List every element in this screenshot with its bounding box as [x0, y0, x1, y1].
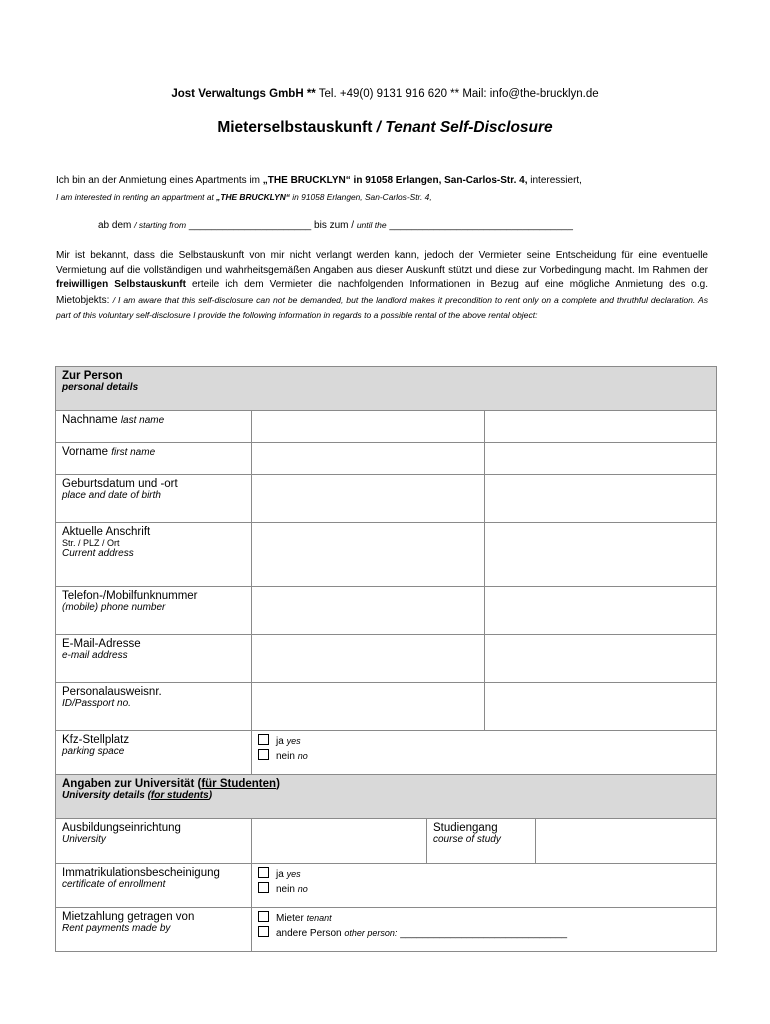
row-enrollment: [56, 864, 717, 908]
email-label: E-Mail-Adresse: [62, 638, 141, 650]
header-contact: [0, 88, 770, 100]
section-university: [56, 775, 717, 819]
yes-label-en: yes: [286, 869, 301, 879]
other-person-field[interactable]: ______________________________: [397, 928, 568, 939]
uni-sub-post: ): [208, 790, 213, 801]
phone-field-2[interactable]: [485, 587, 717, 635]
intro-de-text: Ich bin an der Anmietung eines Apartments im: [56, 175, 263, 186]
page-title: [0, 119, 770, 137]
no-label-en: no: [297, 884, 308, 894]
row-birth: [56, 475, 717, 523]
last-name-field-2[interactable]: [485, 411, 717, 443]
intro-en-name: „THE BRUCKLYN“: [216, 192, 290, 202]
enrollment-label-en: certificate of enrollment: [62, 879, 166, 890]
uni-title-post: ): [276, 778, 280, 790]
parking-label: Kfz-Stellplatz: [62, 734, 130, 746]
enrollment-no-checkbox[interactable]: [258, 882, 269, 893]
other-label: andere Person: [276, 928, 345, 939]
id-field[interactable]: [252, 683, 485, 731]
row-id: [56, 683, 717, 731]
address-field[interactable]: [252, 523, 485, 587]
email-field-2[interactable]: [485, 635, 717, 683]
email-field[interactable]: [252, 635, 485, 683]
phone-label: Telefon-/Mobilfunknummer: [62, 590, 198, 602]
section-person-title: Zur Person: [62, 370, 123, 382]
intro-en-text: I am interested in renting an appartment at: [56, 192, 217, 202]
row-rent-payer: [56, 908, 717, 952]
parking-no-checkbox[interactable]: [258, 749, 269, 760]
intro-de: [56, 175, 582, 186]
section-university-title: [62, 778, 710, 790]
course-label: Studiengang: [433, 822, 498, 834]
parking-no-option[interactable]: [258, 749, 710, 764]
first-name-field-2[interactable]: [485, 443, 717, 475]
other-label-en: other person:: [344, 928, 398, 938]
section-person: [56, 367, 717, 411]
from-label-en: / starting from: [134, 220, 187, 230]
section-university-subtitle: [62, 790, 710, 801]
id-label: Personalausweisnr.: [62, 686, 162, 698]
rent-tenant-option[interactable]: [258, 911, 710, 926]
yes-label: ja: [276, 736, 287, 747]
rent-other-checkbox[interactable]: [258, 926, 269, 937]
uni-title-underlined: für Studenten: [201, 778, 277, 790]
title-de: Mieterselbstauskunft: [217, 119, 373, 136]
id-field-2[interactable]: [485, 683, 717, 731]
from-field[interactable]: ______________________: [186, 220, 315, 231]
row-phone: [56, 587, 717, 635]
rent-other-option[interactable]: [258, 926, 710, 941]
to-field[interactable]: _________________________________: [386, 220, 573, 231]
disclaimer-de-1: Mir ist bekannt, dass die Selbstauskunft von mir nicht verlangt werden kann, jedoch der Vermieter seine Entscheidung für eine eventuelle Vermietung auf die vollständigen und wahrheitsgemäßen Angaben aus dieser Auskunft stützt und diese zur Vorbedingung macht. Im Rahmen der: [56, 250, 708, 276]
rent-payer-label-en: Rent payments made by: [62, 923, 171, 934]
institution-label: Ausbildungseinrichtung: [62, 822, 181, 834]
row-last-name: [56, 411, 717, 443]
parking-label-en: parking space: [62, 746, 125, 757]
intro-en: [56, 192, 432, 202]
course-field[interactable]: [536, 819, 716, 863]
yes-label: ja: [276, 869, 287, 880]
email-label-en: e-mail address: [62, 650, 128, 661]
no-label: nein: [276, 884, 298, 895]
birth-label: Geburtsdatum und -ort: [62, 478, 178, 490]
to-label-en: until the: [356, 220, 387, 230]
birth-field-2[interactable]: [485, 475, 717, 523]
disclaimer-bold: freiwilligen Selbstauskunft: [56, 279, 186, 291]
no-label-en: no: [297, 751, 308, 761]
parking-yes-option[interactable]: [258, 734, 710, 749]
uni-sub-underlined: for students: [150, 790, 209, 801]
institution-label-en: University: [62, 834, 106, 845]
institution-field[interactable]: [252, 819, 427, 864]
enrollment-label: Immatrikulationsbescheinigung: [62, 867, 220, 879]
address-sublabel: Str. / PLZ / Ort: [62, 538, 120, 548]
row-parking: [56, 731, 717, 775]
tenant-label: Mieter: [276, 913, 307, 924]
enrollment-no-option[interactable]: [258, 882, 710, 897]
disclaimer: [56, 249, 708, 324]
company-name: Jost Verwaltungs GmbH **: [171, 88, 316, 100]
first-name-label-en: first name: [111, 447, 156, 458]
address-label-en: Current address: [62, 548, 134, 559]
row-email: [56, 635, 717, 683]
tenant-label-en: tenant: [306, 913, 332, 923]
address-label: Aktuelle Anschrift: [62, 526, 151, 538]
contact-info: Tel. +49(0) 9131 916 620 ** Mail: info@the-brucklyn.de: [315, 88, 599, 100]
rent-payer-label: Mietzahlung getragen von: [62, 911, 195, 923]
no-label: nein: [276, 751, 298, 762]
row-institution: [56, 819, 717, 864]
uni-sub-pre: University details (: [62, 790, 151, 801]
rent-tenant-checkbox[interactable]: [258, 911, 269, 922]
intro-en-end: in 91058 Erlangen, San-Carlos-Str. 4,: [289, 192, 432, 202]
parking-yes-checkbox[interactable]: [258, 734, 269, 745]
intro-de-address: „THE BRUCKLYN“ in 91058 Erlangen, San-Carlos-Str. 4,: [262, 175, 528, 186]
section-person-subtitle: personal details: [62, 382, 139, 393]
disclaimer-de-2: erteile ich dem Vermieter die nachfolgenden Informationen in Bezug auf eine mögliche Anmietung des o.g. Mietobjekts:: [56, 279, 708, 306]
phone-label-en: (mobile) phone number: [62, 602, 166, 613]
to-label: bis zum /: [314, 220, 357, 231]
disclaimer-en: / I am aware that this self-disclosure can not be demanded, but the landlord makes it precondition to rent only on a complete and thruthful declaration. As part of this voluntary self-disclosure I provide the following information in regards to a possible rental of the above rental object:: [56, 294, 708, 321]
birth-label-en: place and date of birth: [62, 490, 161, 501]
last-name-field[interactable]: [252, 411, 485, 443]
last-name-label: Nachname: [62, 414, 121, 426]
first-name-field[interactable]: [252, 443, 485, 475]
self-disclosure-form: [55, 366, 717, 952]
birth-field[interactable]: [252, 475, 485, 523]
id-label-en: ID/Passport no.: [62, 698, 131, 709]
from-label: ab dem: [98, 220, 135, 231]
title-en: / Tenant Self-Disclosure: [372, 119, 553, 136]
rental-dates: [98, 220, 573, 231]
row-address: [56, 523, 717, 587]
enrollment-yes-option[interactable]: [258, 867, 710, 882]
last-name-label-en: last name: [120, 415, 165, 426]
address-field-2[interactable]: [485, 523, 717, 587]
phone-field[interactable]: [252, 587, 485, 635]
row-first-name: [56, 443, 717, 475]
uni-title-pre: Angaben zur Universität (: [62, 778, 202, 790]
yes-label-en: yes: [286, 736, 301, 746]
first-name-label: Vorname: [62, 446, 112, 458]
enrollment-yes-checkbox[interactable]: [258, 867, 269, 878]
course-label-en: course of study: [433, 834, 501, 845]
intro-de-end: interessiert,: [527, 175, 582, 186]
